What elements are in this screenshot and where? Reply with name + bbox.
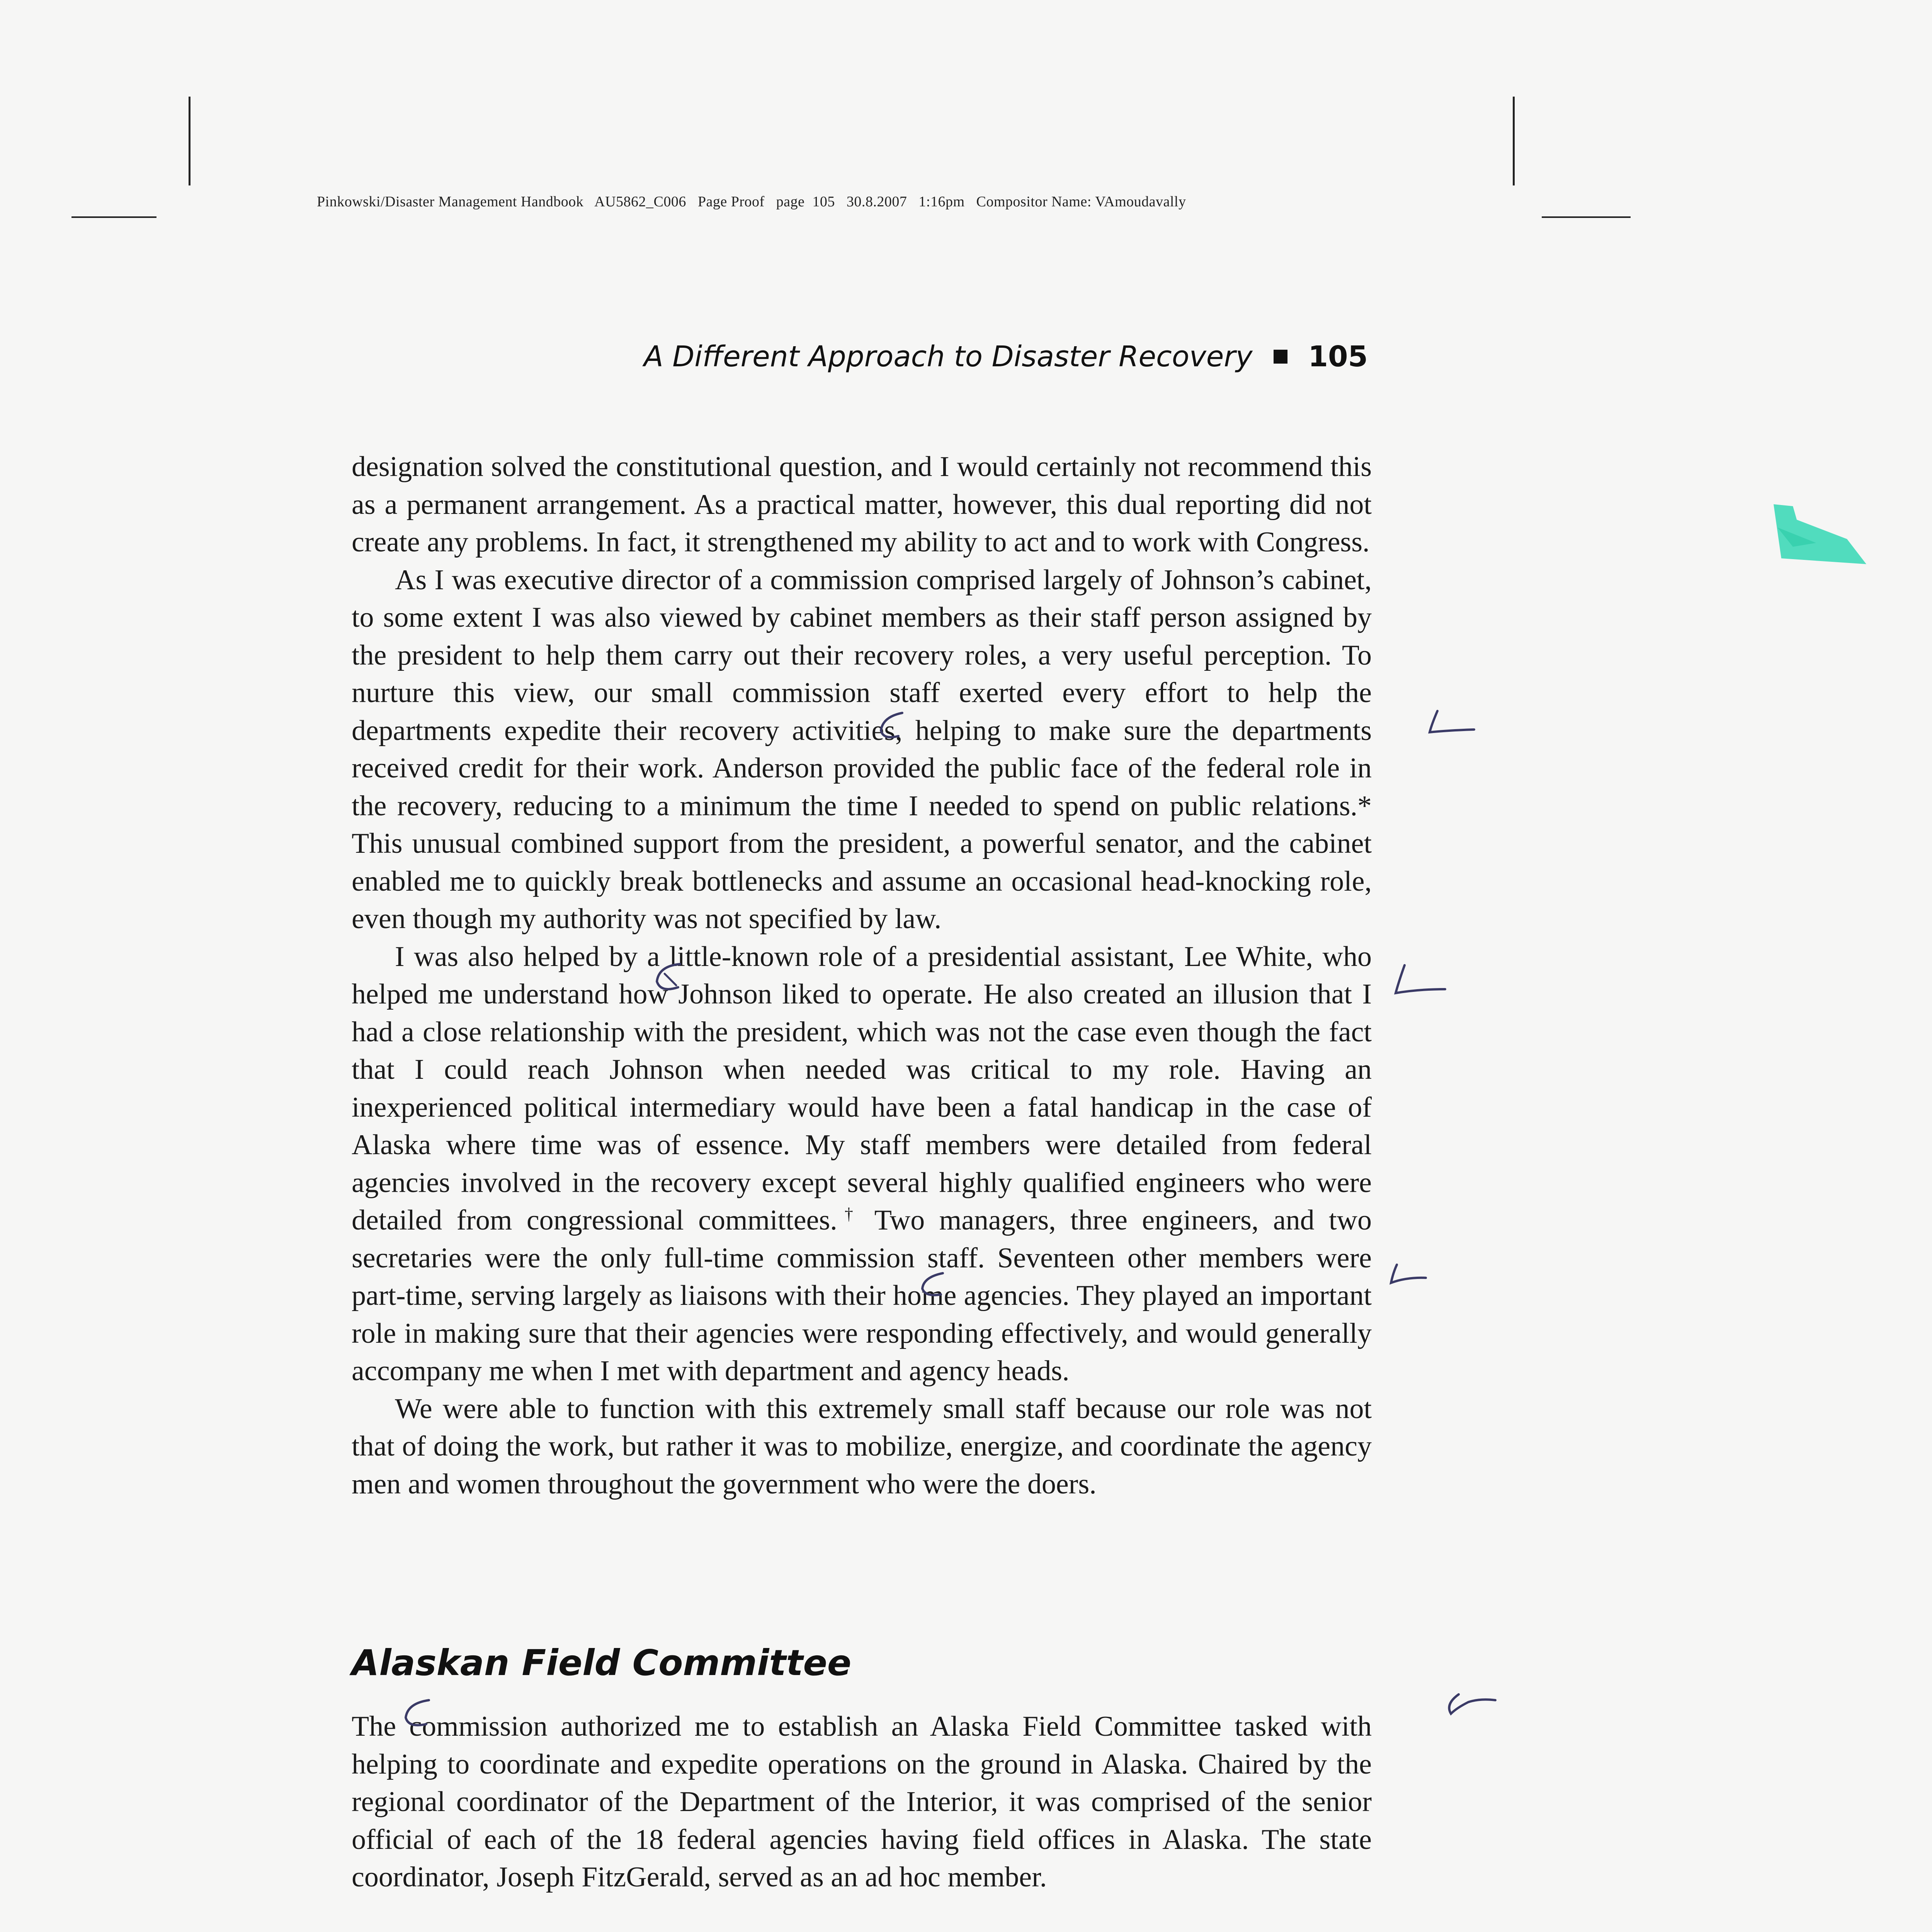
- highlighter-mark-icon: [1770, 497, 1870, 582]
- section-text: [352, 1708, 1372, 1896]
- margin-correction-mark-icon: [1426, 707, 1480, 742]
- inline-correction-mark-icon: [875, 709, 910, 744]
- paragraph: I was also helped by a little-known role of a presidential assistant, Lee White, who helped me understand how Johnson liked to operate. He also created an illusion that I had a close relationship with the president, which was not the case even though the fact that I could reach Johnson when needed was critical to my role. Having an inexperienced political intermediary would have been a fatal handicap in the case of Alaska where time was of essence. My staff members were detailed from federal agencies involved in the recovery except several highly qualified engineers who were detailed from congressional committees.† Two managers, three engineers, and two secretaries were the only full-time commission staff. Seventeen other members were part-time, serving largely as liaisons with their home agencies. They played an important role in making sure that their agencies were responding effectively, and would generally accompany me when I met with department and agency heads.: [352, 940, 1372, 1387]
- crop-mark-top-right-v: [1513, 97, 1515, 185]
- running-head: [644, 340, 1368, 373]
- inline-correction-mark-icon: [918, 1269, 949, 1300]
- page-number: 105: [1308, 340, 1368, 373]
- crop-mark-top-right-h: [1542, 216, 1631, 218]
- margin-correction-mark-icon: [1441, 1689, 1499, 1723]
- paragraph: We were able to function with this extremely small staff because our role was not that of doing the work, but rather it was to mobilize, energize, and coordinate the agency men and women throughout the government who were the doers.: [352, 1393, 1372, 1500]
- margin-correction-mark-icon: [1391, 962, 1449, 1005]
- square-bullet-icon: [1274, 350, 1287, 364]
- section-heading: Alaskan Field Committee: [352, 1642, 852, 1684]
- paragraph: The commission authorized me to establish an Alaska Field Committee tasked with helping to coordinate and expedite operations on the ground in Alaska. Chaired by the regional coordinator of the Department of the Interior, it was comprised of the senior official of each of the 18 federal agencies having field offices in Alaska. The state coordinator, Joseph FitzGerald, served as an ad hoc member.: [352, 1711, 1372, 1893]
- crop-mark-top-left-v: [189, 97, 190, 185]
- inline-correction-mark-icon: [400, 1696, 435, 1731]
- footnote-ref: *: [1357, 790, 1372, 822]
- margin-correction-mark-icon: [1387, 1262, 1430, 1293]
- running-head-title: A Different Approach to Disaster Recovery: [644, 340, 1253, 373]
- paragraph: As I was executive director of a commission comprised largely of Johnson’s cabinet, to some extent I was also viewed by cabinet members as their staff person assigned by the president to help them carry out their recovery roles, a very useful perception. To nurture this view, our small commission staff exerted every effort to help the departments expedite their recovery activities, helping to make sure the departments received credit for their work. Anderson provided the public face of the federal role in the recovery, reducing to a minimum the time I needed to spend on public relations.* This unusual combined support from the president, a powerful senator, and the cabinet enabled me to quickly break bottlenecks and assume an occasional head-knocking role, even though my authority was not specified by law.: [352, 564, 1372, 935]
- footnote-ref: †: [837, 1204, 861, 1224]
- crop-mark-top-left-h: [71, 216, 156, 218]
- inline-correction-mark-icon: [649, 958, 688, 997]
- paragraph: designation solved the constitutional question, and I would certainly not recommend this as a permanent arrangement. As a practical matter, however, this dual reporting did not create any problems. In fact, it strengthened my ability to act and to work with Congress.: [352, 451, 1372, 558]
- proof-info-line: Pinkowski/Disaster Management Handbook AU5862_C006 Page Proof page 105 30.8.2007 1:16pm Compositor Name: VAmoudavally: [317, 194, 1186, 210]
- body-text: [352, 448, 1372, 1503]
